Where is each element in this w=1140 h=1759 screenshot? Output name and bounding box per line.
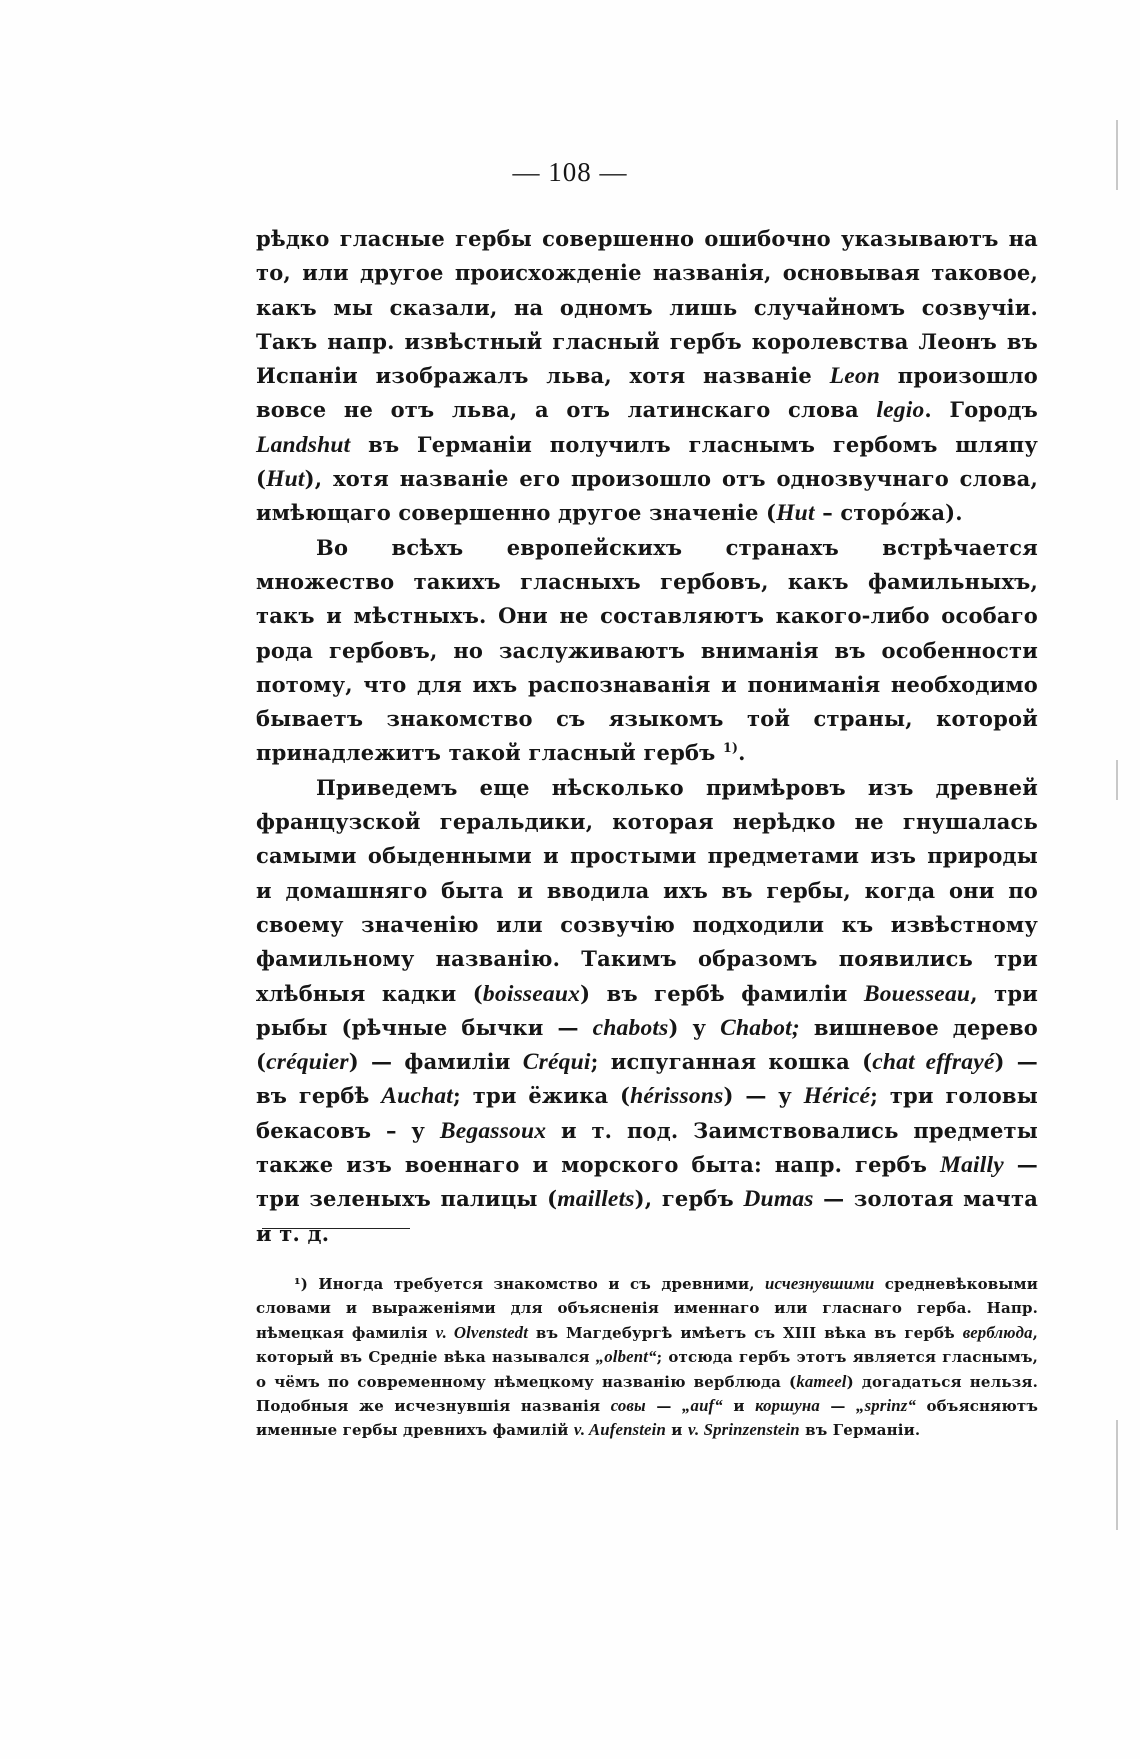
text-run: —	[819, 1397, 857, 1416]
text-run: .	[738, 740, 746, 766]
italic-term: Mailly	[939, 1152, 1004, 1179]
italic-term: Leon	[829, 363, 881, 390]
text-run: —	[645, 1397, 682, 1416]
paragraph-3	[256, 771, 1038, 1251]
text-run: — золотая мачта и т. д.	[256, 1186, 1038, 1246]
text-run: рѣдко гласные гербы совершенно ошибочно указываютъ на то, или другое происхожденіе названія, основывая таковое, какъ мы сказали, на одномъ лишь случайномъ созвучіи. Такъ напр. извѣстный гласный гербъ королевства Леонъ въ Испаніи изображалъ льва, хотя названіе	[256, 226, 1038, 389]
italic-term: коршуна	[755, 1396, 820, 1416]
paragraph-1	[256, 222, 1038, 531]
text-run: – сторо́жа).	[814, 500, 963, 526]
text-run: и	[722, 1397, 756, 1416]
page-number: — 108 —	[512, 157, 628, 187]
text-run: , три рыбы (рѣчные бычки —	[256, 980, 1038, 1040]
italic-term: kameel	[796, 1371, 847, 1391]
italic-term: Begassoux	[439, 1117, 547, 1144]
italic-term: Hut	[776, 500, 815, 527]
text-run: въ Германіи получилъ гласнымъ гербомъ шляпу (	[256, 431, 1038, 492]
text-run: ) — фамиліи	[348, 1049, 523, 1075]
text-run: и	[665, 1421, 688, 1440]
text-run: вишневое дерево (	[256, 1014, 1039, 1075]
page-edge-mark	[1116, 1420, 1118, 1530]
text-run: ) — у	[723, 1083, 804, 1109]
text-run: въ Германіи.	[799, 1421, 921, 1440]
footnote-marker: 1)	[722, 740, 739, 756]
italic-term: v. Aufenstein	[573, 1420, 666, 1440]
text-run: ), гербъ	[634, 1186, 744, 1212]
italic-term: Landshut	[256, 431, 351, 458]
text-run: . Городъ	[924, 397, 1038, 423]
italic-term: „olbent“	[595, 1347, 657, 1367]
italic-term: créquier	[266, 1049, 349, 1076]
italic-term: hérissons	[630, 1083, 724, 1110]
italic-term: Auchat	[381, 1083, 454, 1110]
text-run: ; три ёжика (	[453, 1083, 631, 1109]
italic-term: Dumas	[743, 1186, 814, 1213]
italic-term: „auf“	[681, 1396, 723, 1416]
italic-term: Bouesseau	[863, 980, 971, 1007]
page-edge-mark	[1116, 760, 1118, 800]
text-run: Во всѣхъ европейскихъ странахъ встрѣчается множество такихъ гласныхъ гербовъ, какъ фамильныхъ, такъ и мѣстныхъ. Они не составляютъ какого-либо особаго рода гербовъ, но заслуживаютъ вниманія въ особенности потому, что для ихъ распознаванія и пониманія необходимо бываетъ знакомство съ языкомъ той страны, которой принадлежитъ такой гласный гербъ	[256, 534, 1038, 766]
text-run: ) догадаться нельзя. Подобныя же исчезнувшія названія	[256, 1372, 1038, 1416]
italic-term: „sprinz“	[856, 1396, 917, 1416]
text-run: и т. под. Заимствовались предметы также изъ военнаго и морского быта: напр. гербъ	[256, 1117, 1038, 1178]
italic-term: Chabot;	[720, 1014, 800, 1041]
italic-term: верблюда	[962, 1322, 1033, 1342]
footnote-text	[256, 1272, 1038, 1443]
text-run: ) у	[668, 1014, 721, 1040]
text-run: — три зеленыхъ палицы (	[256, 1152, 1038, 1212]
text-run: ), хотя названіе его произошло отъ однозвучнаго слова, имѣющаго совершенно другое значеніе (	[256, 466, 1038, 526]
italic-term: maillets	[557, 1186, 635, 1213]
italic-term: v. Sprinzenstein	[687, 1420, 800, 1440]
text-run: средневѣковыми словами и выраженіями для объясненія именнаго или гласнаго герба. Напр. нѣмецкая фамилія	[256, 1275, 1038, 1342]
italic-term: chat effrayé	[872, 1049, 995, 1076]
italic-term: Héricé	[803, 1083, 871, 1110]
footnote	[256, 1272, 1038, 1443]
italic-term: legio	[876, 397, 925, 424]
text-run: объясняютъ именные гербы древнихъ фамилій	[256, 1397, 1038, 1440]
text-run: въ Магдебургѣ имѣетъ съ XIII вѣка въ гербѣ	[528, 1323, 963, 1342]
text-run: , который въ Средніе вѣка назывался	[256, 1323, 1038, 1367]
italic-term: boisseaux	[482, 980, 581, 1007]
italic-term: Créqui	[522, 1049, 591, 1076]
text-run: ) — въ гербѣ	[256, 1049, 1039, 1109]
paragraph-2	[256, 531, 1038, 771]
text-run: Приведемъ еще нѣсколько примѣровъ изъ древней французской геральдики, которая нерѣдко не гнушалась самыми обыденными и простыми предметами изъ природы и домашняго быта и вводила ихъ въ гербы, когда они по своему значенію или созвучію подходили къ извѣстному фамильному названію. Такимъ образомъ появились три хлѣбныя кадки (	[256, 774, 1038, 1006]
text-run: ; три головы бекасовъ – у	[256, 1083, 1038, 1143]
text-run: ) въ гербѣ фамиліи	[580, 980, 864, 1006]
text-run: ¹) Иногда требуется знакомство и съ древними,	[294, 1275, 766, 1293]
italic-term: исчезнувшими	[765, 1274, 875, 1293]
main-text	[256, 222, 1038, 1251]
italic-term: v. Olvenstedt	[435, 1322, 529, 1342]
italic-term: совы	[610, 1396, 646, 1416]
italic-term: chabots	[592, 1014, 669, 1041]
text-run: произошло вовсе не отъ льва, а отъ латинскаго слова	[256, 363, 1038, 423]
italic-term: Hut	[266, 466, 305, 493]
text-run: ; испуганная кошка (	[590, 1049, 873, 1075]
text-run: ; отсюда гербъ этотъ является гласнымъ, о чёмъ по современному нѣмецкому названію верблюда (	[256, 1348, 1038, 1391]
footnote-divider	[262, 1228, 410, 1229]
